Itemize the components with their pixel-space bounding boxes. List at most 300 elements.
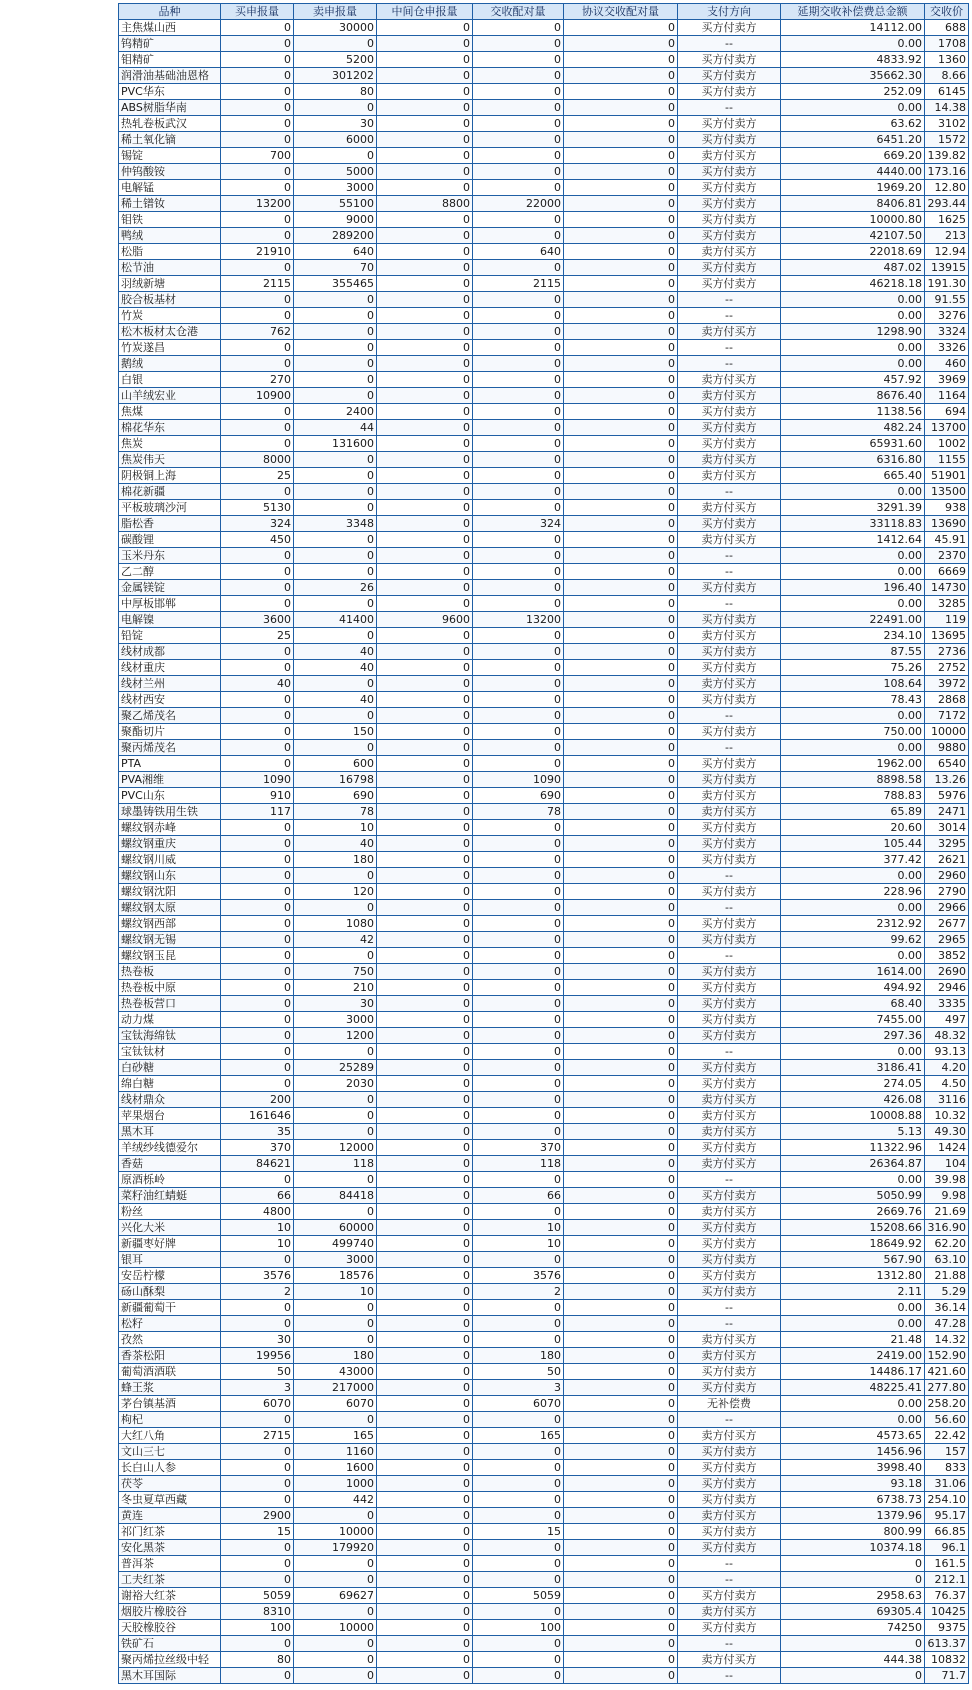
table-row xyxy=(119,660,969,676)
cell-middle-declared: 0 xyxy=(377,500,473,516)
cell-agreement-matched: 0 xyxy=(564,1604,678,1620)
table-row xyxy=(119,980,969,996)
table-row xyxy=(119,84,969,100)
cell-variety: 鸭绒 xyxy=(119,228,221,244)
cell-variety: 香菇 xyxy=(119,1156,221,1172)
cell-middle-declared: 0 xyxy=(377,1652,473,1668)
cell-variety: 电解锰 xyxy=(119,180,221,196)
cell-payment-direction: -- xyxy=(678,1300,781,1316)
cell-buy-declared: 13200 xyxy=(221,196,294,212)
cell-delivery-price: 45.91 xyxy=(925,532,969,548)
cell-middle-declared: 0 xyxy=(377,900,473,916)
cell-payment-direction: 买方付卖方 xyxy=(678,996,781,1012)
cell-variety: 螺纹钢沈阳 xyxy=(119,884,221,900)
cell-delivery-price: 10.32 xyxy=(925,1108,969,1124)
cell-matched: 0 xyxy=(473,1652,564,1668)
cell-compensation-total: 4440.00 xyxy=(781,164,925,180)
cell-agreement-matched: 0 xyxy=(564,1172,678,1188)
cell-agreement-matched: 0 xyxy=(564,564,678,580)
table-row xyxy=(119,468,969,484)
cell-payment-direction: 买方付卖方 xyxy=(678,212,781,228)
cell-delivery-price: 9880 xyxy=(925,740,969,756)
cell-agreement-matched: 0 xyxy=(564,260,678,276)
cell-middle-declared: 0 xyxy=(377,1252,473,1268)
cell-variety: 金属镁锭 xyxy=(119,580,221,596)
cell-delivery-price: 613.37 xyxy=(925,1636,969,1652)
cell-delivery-price: 2736 xyxy=(925,644,969,660)
cell-payment-direction: -- xyxy=(678,100,781,116)
cell-compensation-total: 669.20 xyxy=(781,148,925,164)
table-row xyxy=(119,884,969,900)
cell-matched: 370 xyxy=(473,1140,564,1156)
cell-middle-declared: 0 xyxy=(377,244,473,260)
cell-matched: 0 xyxy=(473,228,564,244)
table-row xyxy=(119,1428,969,1444)
cell-middle-declared: 0 xyxy=(377,532,473,548)
table-row xyxy=(119,564,969,580)
cell-buy-declared: 0 xyxy=(221,132,294,148)
cell-payment-direction: 无补偿费 xyxy=(678,1396,781,1412)
cell-compensation-total: 2958.63 xyxy=(781,1588,925,1604)
cell-buy-declared: 0 xyxy=(221,308,294,324)
cell-compensation-total: 457.92 xyxy=(781,372,925,388)
table-row xyxy=(119,1172,969,1188)
cell-middle-declared: 0 xyxy=(377,1620,473,1636)
cell-buy-declared: 80 xyxy=(221,1652,294,1668)
cell-buy-declared: 0 xyxy=(221,36,294,52)
cell-payment-direction: 买方付卖方 xyxy=(678,1460,781,1476)
cell-agreement-matched: 0 xyxy=(564,1428,678,1444)
cell-payment-direction: 买方付卖方 xyxy=(678,68,781,84)
cell-buy-declared: 0 xyxy=(221,340,294,356)
cell-compensation-total: 0.00 xyxy=(781,948,925,964)
cell-payment-direction: 买方付卖方 xyxy=(678,1364,781,1380)
cell-payment-direction: -- xyxy=(678,1572,781,1588)
cell-delivery-price: 213 xyxy=(925,228,969,244)
cell-buy-declared: 2 xyxy=(221,1284,294,1300)
cell-buy-declared: 0 xyxy=(221,580,294,596)
cell-delivery-price: 1625 xyxy=(925,212,969,228)
table-row xyxy=(119,1044,969,1060)
cell-middle-declared: 0 xyxy=(377,180,473,196)
cell-matched: 0 xyxy=(473,916,564,932)
cell-matched: 0 xyxy=(473,1300,564,1316)
table-row xyxy=(119,580,969,596)
cell-middle-declared: 0 xyxy=(377,1668,473,1684)
cell-middle-declared: 0 xyxy=(377,1364,473,1380)
cell-matched: 0 xyxy=(473,900,564,916)
cell-buy-declared: 0 xyxy=(221,436,294,452)
cell-sell-declared: 84418 xyxy=(294,1188,377,1204)
cell-agreement-matched: 0 xyxy=(564,1524,678,1540)
cell-matched: 0 xyxy=(473,740,564,756)
cell-sell-declared: 150 xyxy=(294,724,377,740)
cell-variety: 脂松香 xyxy=(119,516,221,532)
cell-matched: 0 xyxy=(473,500,564,516)
cell-delivery-price: 6669 xyxy=(925,564,969,580)
cell-matched: 0 xyxy=(473,996,564,1012)
cell-matched: 1090 xyxy=(473,772,564,788)
cell-matched: 0 xyxy=(473,596,564,612)
cell-compensation-total: 1614.00 xyxy=(781,964,925,980)
cell-agreement-matched: 0 xyxy=(564,1044,678,1060)
cell-matched: 66 xyxy=(473,1188,564,1204)
cell-variety: 白银 xyxy=(119,372,221,388)
cell-middle-declared: 0 xyxy=(377,644,473,660)
cell-delivery-price: 460 xyxy=(925,356,969,372)
cell-compensation-total: 1379.96 xyxy=(781,1508,925,1524)
cell-middle-declared: 0 xyxy=(377,324,473,340)
table-row xyxy=(119,1572,969,1588)
cell-buy-declared: 0 xyxy=(221,1172,294,1188)
cell-payment-direction: -- xyxy=(678,900,781,916)
cell-sell-declared: 10000 xyxy=(294,1620,377,1636)
cell-payment-direction: 买方付卖方 xyxy=(678,580,781,596)
cell-agreement-matched: 0 xyxy=(564,1412,678,1428)
cell-sell-declared: 26 xyxy=(294,580,377,596)
cell-matched: 0 xyxy=(473,1508,564,1524)
cell-payment-direction: 买方付卖方 xyxy=(678,1268,781,1284)
cell-payment-direction: 买方付卖方 xyxy=(678,1188,781,1204)
cell-compensation-total: 1138.56 xyxy=(781,404,925,420)
cell-variety: 螺纹钢川威 xyxy=(119,852,221,868)
cell-sell-declared: 0 xyxy=(294,1636,377,1652)
cell-compensation-total: 10374.18 xyxy=(781,1540,925,1556)
cell-compensation-total: 87.55 xyxy=(781,644,925,660)
cell-middle-declared: 0 xyxy=(377,932,473,948)
cell-agreement-matched: 0 xyxy=(564,628,678,644)
cell-matched: 0 xyxy=(473,452,564,468)
cell-variety: 松籽 xyxy=(119,1316,221,1332)
cell-variety: 主焦煤山西 xyxy=(119,20,221,36)
cell-middle-declared: 0 xyxy=(377,164,473,180)
cell-middle-declared: 0 xyxy=(377,1012,473,1028)
cell-buy-declared: 0 xyxy=(221,708,294,724)
cell-middle-declared: 0 xyxy=(377,1108,473,1124)
cell-buy-declared: 15 xyxy=(221,1524,294,1540)
cell-matched: 78 xyxy=(473,804,564,820)
cell-matched: 0 xyxy=(473,484,564,500)
cell-compensation-total: 487.02 xyxy=(781,260,925,276)
cell-agreement-matched: 0 xyxy=(564,1460,678,1476)
cell-payment-direction: -- xyxy=(678,1668,781,1684)
cell-buy-declared: 0 xyxy=(221,1044,294,1060)
table-row xyxy=(119,1556,969,1572)
cell-agreement-matched: 0 xyxy=(564,276,678,292)
cell-payment-direction: 买方付卖方 xyxy=(678,1284,781,1300)
table-row xyxy=(119,1444,969,1460)
cell-compensation-total: 0.00 xyxy=(781,1316,925,1332)
cell-sell-declared: 179920 xyxy=(294,1540,377,1556)
table-row xyxy=(119,1156,969,1172)
cell-compensation-total: 0.00 xyxy=(781,308,925,324)
cell-payment-direction: -- xyxy=(678,708,781,724)
cell-delivery-price: 212.1 xyxy=(925,1572,969,1588)
cell-compensation-total: 11322.96 xyxy=(781,1140,925,1156)
delivery-report-table xyxy=(118,3,969,1684)
cell-middle-declared: 0 xyxy=(377,964,473,980)
table-row xyxy=(119,116,969,132)
cell-variety: 长白山人参 xyxy=(119,1460,221,1476)
cell-buy-declared: 66 xyxy=(221,1188,294,1204)
cell-delivery-price: 2965 xyxy=(925,932,969,948)
cell-buy-declared: 21910 xyxy=(221,244,294,260)
cell-delivery-price: 10000 xyxy=(925,724,969,740)
cell-variety: 稀土镨钕 xyxy=(119,196,221,212)
cell-agreement-matched: 0 xyxy=(564,180,678,196)
cell-middle-declared: 0 xyxy=(377,692,473,708)
table-row xyxy=(119,1252,969,1268)
cell-matched: 0 xyxy=(473,1332,564,1348)
cell-buy-declared: 25 xyxy=(221,468,294,484)
table-row xyxy=(119,1332,969,1348)
table-row xyxy=(119,756,969,772)
cell-middle-declared: 0 xyxy=(377,36,473,52)
cell-compensation-total: 2419.00 xyxy=(781,1348,925,1364)
cell-delivery-price: 3326 xyxy=(925,340,969,356)
cell-sell-declared: 0 xyxy=(294,708,377,724)
cell-variety: 原酒栎岭 xyxy=(119,1172,221,1188)
cell-variety: 黑木耳国际 xyxy=(119,1668,221,1684)
table-row xyxy=(119,1508,969,1524)
cell-buy-declared: 0 xyxy=(221,868,294,884)
cell-middle-declared: 0 xyxy=(377,884,473,900)
cell-buy-declared: 50 xyxy=(221,1364,294,1380)
cell-agreement-matched: 0 xyxy=(564,1588,678,1604)
cell-middle-declared: 0 xyxy=(377,212,473,228)
cell-compensation-total: 0.00 xyxy=(781,1044,925,1060)
cell-delivery-price: 3852 xyxy=(925,948,969,964)
cell-matched: 0 xyxy=(473,532,564,548)
cell-payment-direction: 卖方付买方 xyxy=(678,628,781,644)
cell-agreement-matched: 0 xyxy=(564,52,678,68)
cell-variety: 聚丙烯茂名 xyxy=(119,740,221,756)
cell-compensation-total: 20.60 xyxy=(781,820,925,836)
cell-sell-declared: 44 xyxy=(294,420,377,436)
cell-delivery-price: 5.29 xyxy=(925,1284,969,1300)
cell-agreement-matched: 0 xyxy=(564,1108,678,1124)
cell-variety: 竹炭遂昌 xyxy=(119,340,221,356)
cell-variety: 螺纹钢重庆 xyxy=(119,836,221,852)
cell-variety: 线材成都 xyxy=(119,644,221,660)
cell-buy-declared: 0 xyxy=(221,564,294,580)
cell-variety: 聚酯切片 xyxy=(119,724,221,740)
cell-variety: 砀山酥梨 xyxy=(119,1284,221,1300)
table-row xyxy=(119,548,969,564)
cell-payment-direction: 买方付卖方 xyxy=(678,260,781,276)
cell-compensation-total: 0.00 xyxy=(781,708,925,724)
cell-variety: 松木板材太仓港 xyxy=(119,324,221,340)
cell-buy-declared: 3576 xyxy=(221,1268,294,1284)
cell-buy-declared: 5059 xyxy=(221,1588,294,1604)
header-sell-declared: 卖申报量 xyxy=(294,4,377,20)
cell-agreement-matched: 0 xyxy=(564,1540,678,1556)
cell-buy-declared: 0 xyxy=(221,484,294,500)
cell-payment-direction: 买方付卖方 xyxy=(678,772,781,788)
cell-variety: 钨精矿 xyxy=(119,36,221,52)
cell-buy-declared: 910 xyxy=(221,788,294,804)
cell-delivery-price: 2752 xyxy=(925,660,969,676)
cell-variety: 螺纹钢山东 xyxy=(119,868,221,884)
cell-sell-declared: 6000 xyxy=(294,132,377,148)
cell-payment-direction: -- xyxy=(678,948,781,964)
cell-matched: 0 xyxy=(473,932,564,948)
cell-delivery-price: 1002 xyxy=(925,436,969,452)
cell-sell-declared: 0 xyxy=(294,500,377,516)
cell-sell-declared: 0 xyxy=(294,452,377,468)
cell-matched: 0 xyxy=(473,1316,564,1332)
table-row xyxy=(119,148,969,164)
table-row xyxy=(119,308,969,324)
cell-middle-declared: 0 xyxy=(377,1028,473,1044)
cell-middle-declared: 0 xyxy=(377,260,473,276)
cell-middle-declared: 0 xyxy=(377,1156,473,1172)
cell-payment-direction: 买方付卖方 xyxy=(678,1588,781,1604)
cell-agreement-matched: 0 xyxy=(564,772,678,788)
cell-delivery-price: 938 xyxy=(925,500,969,516)
cell-compensation-total: 6738.73 xyxy=(781,1492,925,1508)
cell-sell-declared: 0 xyxy=(294,372,377,388)
table-row xyxy=(119,68,969,84)
cell-variety: 热轧卷板武汉 xyxy=(119,116,221,132)
cell-matched: 0 xyxy=(473,1252,564,1268)
cell-payment-direction: 买方付卖方 xyxy=(678,436,781,452)
cell-compensation-total: 444.38 xyxy=(781,1652,925,1668)
cell-delivery-price: 4.20 xyxy=(925,1060,969,1076)
cell-payment-direction: 买方付卖方 xyxy=(678,644,781,660)
cell-matched: 0 xyxy=(473,1060,564,1076)
cell-middle-declared: 0 xyxy=(377,1268,473,1284)
cell-matched: 0 xyxy=(473,1540,564,1556)
cell-payment-direction: 买方付卖方 xyxy=(678,420,781,436)
cell-agreement-matched: 0 xyxy=(564,132,678,148)
cell-matched: 0 xyxy=(473,628,564,644)
cell-payment-direction: -- xyxy=(678,1172,781,1188)
cell-sell-declared: 499740 xyxy=(294,1236,377,1252)
cell-compensation-total: 0.00 xyxy=(781,1172,925,1188)
cell-variety: 孜然 xyxy=(119,1332,221,1348)
cell-matched: 0 xyxy=(473,756,564,772)
cell-delivery-price: 254.10 xyxy=(925,1492,969,1508)
cell-variety: 安化黑茶 xyxy=(119,1540,221,1556)
cell-agreement-matched: 0 xyxy=(564,164,678,180)
table-row xyxy=(119,1092,969,1108)
cell-buy-declared: 0 xyxy=(221,596,294,612)
cell-matched: 0 xyxy=(473,388,564,404)
cell-sell-declared: 3348 xyxy=(294,516,377,532)
cell-delivery-price: 13700 xyxy=(925,420,969,436)
cell-variety: 稀土氧化镝 xyxy=(119,132,221,148)
cell-variety: 焦炭 xyxy=(119,436,221,452)
cell-delivery-price: 96.1 xyxy=(925,1540,969,1556)
cell-delivery-price: 14.38 xyxy=(925,100,969,116)
cell-variety: 祁门红茶 xyxy=(119,1524,221,1540)
table-row xyxy=(119,228,969,244)
cell-middle-declared: 0 xyxy=(377,820,473,836)
cell-sell-declared: 0 xyxy=(294,948,377,964)
cell-agreement-matched: 0 xyxy=(564,356,678,372)
cell-buy-declared: 0 xyxy=(221,420,294,436)
cell-variety: 谢裕大红茶 xyxy=(119,1588,221,1604)
cell-payment-direction: 买方付卖方 xyxy=(678,20,781,36)
table-row xyxy=(119,1284,969,1300)
cell-sell-declared: 69627 xyxy=(294,1588,377,1604)
cell-variety: 动力煤 xyxy=(119,1012,221,1028)
cell-sell-declared: 0 xyxy=(294,1172,377,1188)
cell-variety: 宝钛钛材 xyxy=(119,1044,221,1060)
cell-sell-declared: 0 xyxy=(294,1412,377,1428)
cell-agreement-matched: 0 xyxy=(564,436,678,452)
cell-buy-declared: 0 xyxy=(221,1460,294,1476)
cell-matched: 0 xyxy=(473,868,564,884)
cell-delivery-price: 3102 xyxy=(925,116,969,132)
table-row xyxy=(119,612,969,628)
cell-delivery-price: 1572 xyxy=(925,132,969,148)
cell-delivery-price: 62.20 xyxy=(925,1236,969,1252)
cell-middle-declared: 0 xyxy=(377,1236,473,1252)
table-row xyxy=(119,1524,969,1540)
cell-buy-declared: 0 xyxy=(221,548,294,564)
cell-matched: 0 xyxy=(473,100,564,116)
cell-middle-declared: 0 xyxy=(377,100,473,116)
cell-variety: 乙二醇 xyxy=(119,564,221,580)
cell-agreement-matched: 0 xyxy=(564,884,678,900)
cell-middle-declared: 0 xyxy=(377,564,473,580)
table-row xyxy=(119,324,969,340)
cell-delivery-price: 51901 xyxy=(925,468,969,484)
cell-delivery-price: 47.28 xyxy=(925,1316,969,1332)
cell-compensation-total: 93.18 xyxy=(781,1476,925,1492)
cell-agreement-matched: 0 xyxy=(564,692,678,708)
cell-delivery-price: 119 xyxy=(925,612,969,628)
cell-sell-declared: 0 xyxy=(294,1204,377,1220)
cell-compensation-total: 42107.50 xyxy=(781,228,925,244)
cell-payment-direction: 卖方付买方 xyxy=(678,1652,781,1668)
cell-delivery-price: 2790 xyxy=(925,884,969,900)
cell-payment-direction: -- xyxy=(678,308,781,324)
cell-delivery-price: 497 xyxy=(925,1012,969,1028)
cell-compensation-total: 1962.00 xyxy=(781,756,925,772)
cell-agreement-matched: 0 xyxy=(564,996,678,1012)
cell-variety: 烟胶片橡胶谷 xyxy=(119,1604,221,1620)
cell-delivery-price: 421.60 xyxy=(925,1364,969,1380)
cell-buy-declared: 0 xyxy=(221,932,294,948)
cell-buy-declared: 0 xyxy=(221,644,294,660)
cell-agreement-matched: 0 xyxy=(564,660,678,676)
cell-agreement-matched: 0 xyxy=(564,228,678,244)
cell-agreement-matched: 0 xyxy=(564,500,678,516)
cell-sell-declared: 0 xyxy=(294,1652,377,1668)
cell-matched: 0 xyxy=(473,68,564,84)
cell-middle-declared: 0 xyxy=(377,468,473,484)
cell-agreement-matched: 0 xyxy=(564,1668,678,1684)
cell-agreement-matched: 0 xyxy=(564,852,678,868)
cell-compensation-total: 22491.00 xyxy=(781,612,925,628)
cell-agreement-matched: 0 xyxy=(564,580,678,596)
cell-delivery-price: 157 xyxy=(925,1444,969,1460)
cell-variety: 普洱茶 xyxy=(119,1556,221,1572)
table-row xyxy=(119,740,969,756)
cell-agreement-matched: 0 xyxy=(564,1380,678,1396)
cell-variety: 葡萄酒酒联 xyxy=(119,1364,221,1380)
cell-delivery-price: 36.14 xyxy=(925,1300,969,1316)
table-row xyxy=(119,36,969,52)
cell-matched: 5059 xyxy=(473,1588,564,1604)
cell-matched: 0 xyxy=(473,468,564,484)
table-row xyxy=(119,1460,969,1476)
cell-compensation-total: 252.09 xyxy=(781,84,925,100)
cell-compensation-total: 65931.60 xyxy=(781,436,925,452)
